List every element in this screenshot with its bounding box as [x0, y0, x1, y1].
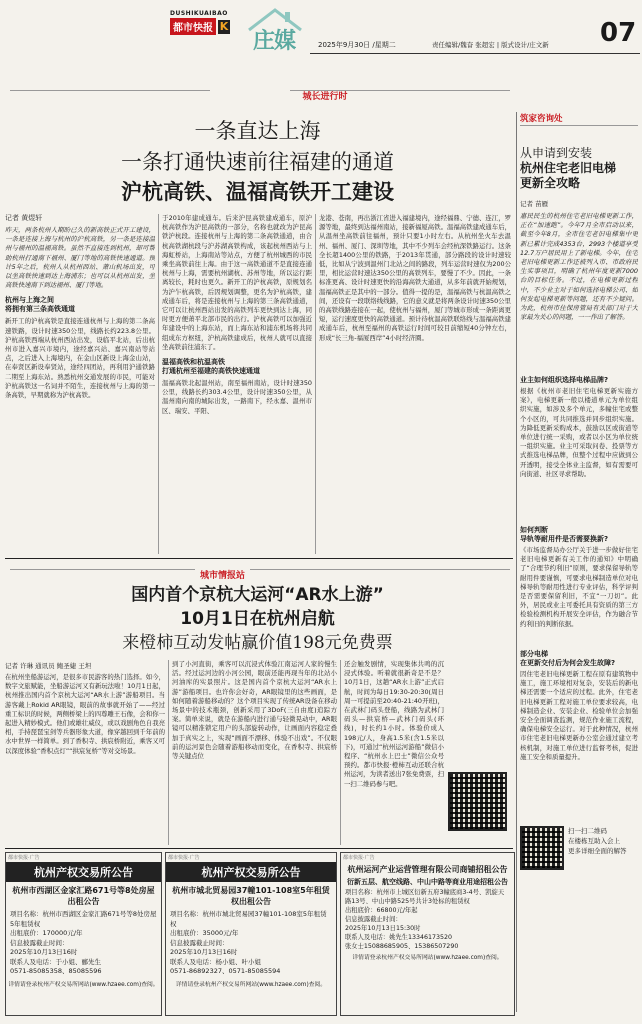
subhead-1: 杭州与上海之间 将拥有第三条高铁通道: [5, 296, 75, 314]
section1-tag: [225, 84, 425, 103]
sidebar-qr-code[interactable]: [520, 826, 564, 870]
brand-logo: [170, 10, 240, 35]
sidebar-q3: 部分电梯 在更新交付后为何会发生故障?: [520, 650, 616, 667]
ad-3: [340, 852, 515, 1016]
ad3-title: 衍新五层、航空线路、中山中路等商业用途招租公告: [347, 878, 508, 886]
article1-col3: [319, 214, 511, 554]
sidebar-headline-2: 杭州住宅老旧电梯: [520, 161, 617, 175]
page-number: 07: [600, 18, 637, 48]
article1-col2-body: 于2010年建成通车。后来沪昆高铁建成通车，原沪杭高铁作为沪昆高铁的一部分，名称也就改为沪昆高铁沪杭段。连接杭州与上海的第二条高铁通道，由合杭高铁湖杭段与沪苏湖高铁构成，该起杭州西站与上海虹桥站，上海南站等站点，方便了杭州城西的市民乘坐高铁前往上海。由于这一高铁通道不是直接连通杭州与上海，需要杭州湖杭、苏州等地，所以运行距离较长，耗时也更久。新开工的沪杭高铁，原规划名为沪乍杭高铁，后因规划调整，更名为沪杭高铁，建成通车后，将是连接杭州与上海的第三条高铁通道，它可以让杭州西站出发的高铁列车更快到达上海，同时更方便萧平北部市民的出行。沪杭高铁可以加强近年建设中的上海东站，而上海东站和浦东机场将共同组成东方枢纽，沪杭高铁建成后，杭州人就可以直接坐高铁前往浦东了。: [162, 214, 312, 351]
sidebar-headline-3: 更新全攻略: [520, 176, 581, 190]
headline-3: 沪杭高铁、温福高铁开工建设: [121, 180, 394, 204]
sidebar-a3: 因住宅老旧电梯更新工程在原有建筑物中施工，施工环境相对复杂，安装后的新电梯还需要一个适应的过程。此外，住宅老旧电梯更新工程对施工单位要求较高，电梯制造企业、安装企业、检验单位会加强安全全面调查监测，规范作业施工流程，确保电梯安全运行。对于此种情况，杭州市住宅老旧电梯更新办公室会通过建立考核机制，对施工单位进行监督考核，促进施工安全和质量提升。: [520, 670, 638, 761]
editor-credit: 责任编辑/魏奋 张超宏 | 版式设计/庄文新: [432, 41, 549, 49]
ad3-footer: 详情请登录杭州产权交易所网站(www.hzaee.com)查阅。: [352, 955, 503, 961]
ad1-footer: 详情请登录杭州产权交易所网站(www.hzaee.com)查阅。: [8, 981, 159, 988]
ad2-title: 杭州市城北贸易园37幢101-108室5年租赁权出租公告: [172, 886, 330, 906]
ad1-title: 杭州市西湖区金家汇路671号等8处房屋出租公告: [12, 886, 155, 906]
section2-headline-1: 国内首个京杭大运河“AR水上游”: [131, 585, 384, 605]
qr-caption-1: 扫一扫二维码: [568, 827, 607, 835]
sidebar-tag-label: 筑家咨询处: [520, 114, 563, 124]
section2-reporter: 记者 许琳 通讯员 鲍圣婕 王坦: [5, 662, 92, 670]
qr-caption-2: 在楼栋互助入会上: [568, 837, 620, 845]
qr-caption-3: 更多详细全面的解答: [568, 847, 627, 855]
article2-col1: 在杭州坐船游运河，是很多市民游客的热门选择。如今，数字文旅赋能，坐船游运河又有新玩法啦！10月1日起，杭州推出国内首个京杭大运河“AR水上游”游船项目。当游客戴上Rokid AR眼镜，眼前的故事就开始了——经过重工标识的时候，两侧桥梁上的四尊雕王石像，会和你一起进入精妙模式。他们或雄壮威仪，或以戏剧角色自我亮相，手持琵琶宝剑等兵器形象大道，像穿越回到千年前的水中世界一样简单。到了香积寺、拱宸桥附近，乘客又可以深度体验“香积点灯”“拱宸复桥”等对交场景。: [5, 673, 165, 755]
subhead-2: 温福高铁和杭温高铁 打通杭州至福建的高铁快速通道: [162, 358, 260, 376]
section2-tag-label: 城市情报站: [200, 571, 246, 581]
article2-qr-code[interactable]: [448, 772, 507, 831]
ad2-header: 杭州产权交易所公告: [166, 862, 336, 882]
reporter: 记者 黄煜轩: [5, 214, 43, 222]
ad3-header: 杭州运河产业运营管理有限公司商铺招租公告: [347, 865, 508, 874]
ad-label: 都市快报·广告: [168, 855, 200, 861]
section2-headline-2: 10月1日在杭州启航: [180, 609, 335, 629]
sidebar-a2: 《市场监督局办公厅关于进一步做好住宅老旧电梯更新有关工作的通知》中明确了“合理节约利旧”原则，要求保留导轨等耐用件要谨慎，可要求电梯制造单位对电梯导轨等耐用性进行专业评估，科学评判是否需要保留利旧，不宜“一刀切”。此外，居民或业主可委托具有资质的第三方检验检测机构开展安全评估，作为融合节约利旧的判断依据。: [520, 546, 638, 628]
article1-col2b-body: 温福高铁北起温州站，南至福州南站，设计时速350公里，线路长约303.4公里，设计时速350公里，从温州南向南的城际出发，一路南下，经永嘉、温州市区、瑞安、平阳、: [162, 379, 312, 415]
article1-col2: [162, 214, 312, 554]
brand-pinyin: DUSHIKUAIBAO: [170, 10, 228, 17]
sidebar-lead: 惠民民生的杭州住宅老旧电梯更新工作，正在“加速跑”。今年7月全市启动以来，截至今年8月，全市住宅老旧电梯集中更新已累计完成4353台，2993个楼道享受12.7万户居民用上了新电梯。今年，住宅老旧电梯更新工作还被列入市、市政府民生实事项目，明确了杭州年度更新7000台的目标任务。不过，在电梯更新过程中，不少业主对于如何选择电梯公司、如何发起电梯更新等问题，还有不少疑问。为此，杭州市住保房管局有关部门对于大家最为关心的问题，一一作出了解答。: [520, 212, 638, 322]
section2-headline-3: 来橙柿互动发帖赢价值198元免费票: [122, 633, 393, 653]
ad2-body: 项目名称：杭州市城北贸易园37幢101-108室5年租赁权 出租底价：35000元/年 信息披露截止时间： 2025年10月13日16时 联系人及电话：杨小姐、叶小姐 0571-86892327、0571-85085594: [170, 910, 327, 975]
article2-col3: 还会触发剧情，实现集体共鸣的沉浸式体验。听着就很新奇是不是？10月1日，这趟“AR水上游”正式启航，时间为每日19:30-20:30(周日周一可提前至20:40-21:40开班)，在武林门码头登船，线路为武林门码头—拱宸桥—武林门码头(环线)，时长约1小时。体验价成人198元/人，身高1.5米(含1.5米以下)，可通过“杭州运河游船”微信小程序、“杭州水上巴士”微信公众号预约。都市快报·橙柿互动还联合杭州运河，为读者送出7张免费票，扫一扫二维码参与吧。: [344, 660, 444, 788]
article1-col1-body: 新开工的沪杭高铁是直接连通杭州与上海的第二条高速铁路，设计时速350公里，线路长约223.8公里。沪杭高铁西端从杭州西站出发，设临平北站，后出杭州市进入嘉兴市境内，途经嘉兴站、嘉兴南站等站点，之后进入上海境内，在金山区新设上海金山站，在奉贤区新设奉贤站，途经四团站，再利用沪通铁路二期至上海东站。熟悉杭州交通发展的市民，可能对沪杭高铁这一名词并不陌生，连接杭州与上海的第一条高铁，早期就称为沪杭高铁。: [5, 317, 155, 400]
ad1-header: 杭州产权交易所公告: [6, 862, 161, 882]
ad2-footer: 详情请登录杭州产权交易所网站(www.hzaee.com)查阅。: [175, 981, 327, 988]
sidebar-tag: [520, 112, 638, 124]
lead-paragraph: 昨天，两条杭州人期盼已久的新高铁正式开工建设，一条是连接上海与杭州的沪杭高铁，另一条是连接温州与福州的温福高铁。虽然不直接连到杭州，却可帮助杭州打通南下福州、厦门等地的高铁快速通道。预计5年之后，杭州人从杭州西站、萧山机场出发，可以坐高铁快速到达上海浦东；也可以从杭州出发，坐高铁快速南下到达福州、厦门等地。: [5, 226, 155, 290]
article1-col3-body: 龙港、苍南，再出浙江省进入福建境内，途经福鼎、宁德、连江，罗源等地，最终到达福州南站，接新福厦高铁。温福高铁建成通车后，从温州坐高铁前往福州，预计只要1小时左右。从杭州坐火车去温州、福州、厦门、深圳等地，其中不少列车会经杭深铁路运行。这条全长超1400公里的铁路，于2013年贯通，部分路段的设计时速较低，比如从宁波到温州门北站之间的路段，列车运营时速仅为200公里，相比运营时速达350公里的高铁列车，要慢了不少。因此，一条标准更高、设计时速更快的沿海高铁大通道，从多年前就开始规划，温福高铁正是其中的一部分。值得一提的是，温福高铁与杭温高铁之间，还设有一段联络线线路，它的意义就是将两条设计时速350公里的高铁线路连接在一起，使杭州与福州，厦门等城市形成一条距离更短，运行速度更快的高铁通道。预计待杭温高铁联络线与温福高铁建成通车后，杭州至福州的高铁运行时间可较目前缩短40分钟左右，形成“长三角-福厦西岸”4小时经济圈。: [319, 214, 511, 342]
k-logo-icon: K: [219, 19, 229, 33]
sidebar-q2: 如何判断 导轨等耐用件是否需要换新?: [520, 526, 609, 543]
ad-label: 都市快报·广告: [343, 855, 375, 861]
headline-1: 一条直达上海: [194, 119, 321, 143]
zhuanban-logo: [245, 6, 305, 52]
section-tag-label: 城长进行时: [302, 92, 348, 102]
zhuanban-title: 庄媒: [253, 29, 296, 54]
article2-col2: 到了小河直街，乘客可以沉浸式体验江南运河人家的慢生活。经过运河边的小河公园，眼前还能再现当年的北站小河油库的实景照片。这是国内首个京杭大运河“AR水上游”游船项目。也许你会好奇，AR眼镜里的这些画面，是如何随着游船移动的？这个项目实现了传统AR设备在移动场景中的技术瓶颈，创新采用了3DoF(三自由度)追踪方案。简单来说，就是在游船内进行通与轻微晃动中，AR眼镜可以精准锁定用户的头部旋转动作，让画面内容稳定叠加于真实之上，实现“画面不漂移、体验不出戏”。不仅眼前的运河景色会随着游船移动而变化，在香积寺、拱宸桥等关键点位: [172, 660, 337, 761]
article1-col1: [5, 226, 155, 606]
issue-date: 2025年9月30日 /星期二: [318, 41, 396, 49]
headline-2: 一条打通快速前往福建的通道: [121, 150, 394, 174]
sidebar-reporter: 记者 苗雁: [520, 200, 549, 208]
ad-2: [165, 852, 337, 1016]
ad-label: 都市快报·广告: [8, 855, 40, 861]
sidebar-a1: 根据《杭州市老旧住宅电梯更新实施方案》，电梯更新一般以楼道单元为单位组织实施，如涉及多个单元，多幢住宅或整个小区的，可共同推选并同步组织实施。为降低更新采购成本，鼓励以区或街道等单位进行统一采购，或者以小区为单位统一组织实施。业主可采取问卷、投票等方式推选电梯品牌，但整个过程中应做到公开透明，接受全体业主监督，如有需要可向街道、社区寻求帮助。: [520, 387, 638, 478]
sidebar-headline-1: 从申请到安装: [520, 146, 593, 160]
ad-1: [5, 852, 162, 1016]
masthead: [0, 0, 642, 60]
brand-name: 都市快报: [170, 18, 216, 35]
sidebar-q1: 业主如何组织选择电梯品牌?: [520, 376, 609, 384]
ad3-body: 项目名称：杭州市上城区衍新五府3幢底商3-4号、凯旋天路13号、中山中路525号共计3处标的租赁权 出租底价：66800元/年起 信息披露截止时间： 2025年10月13日15:30时 联系人及电话：姚先生13346173520 张女士15088685905、15386507290: [345, 889, 505, 950]
sidebar: [520, 112, 638, 1012]
ad1-body: 项目名称：杭州市西湖区金家汇路671号等8处房屋5年租赁权 出租底价：170000元/年 信息披露截止时间： 2025年10月13日16时 联系人及电话：于小姐、郦先生 0571-85085358、85085596: [10, 910, 157, 975]
